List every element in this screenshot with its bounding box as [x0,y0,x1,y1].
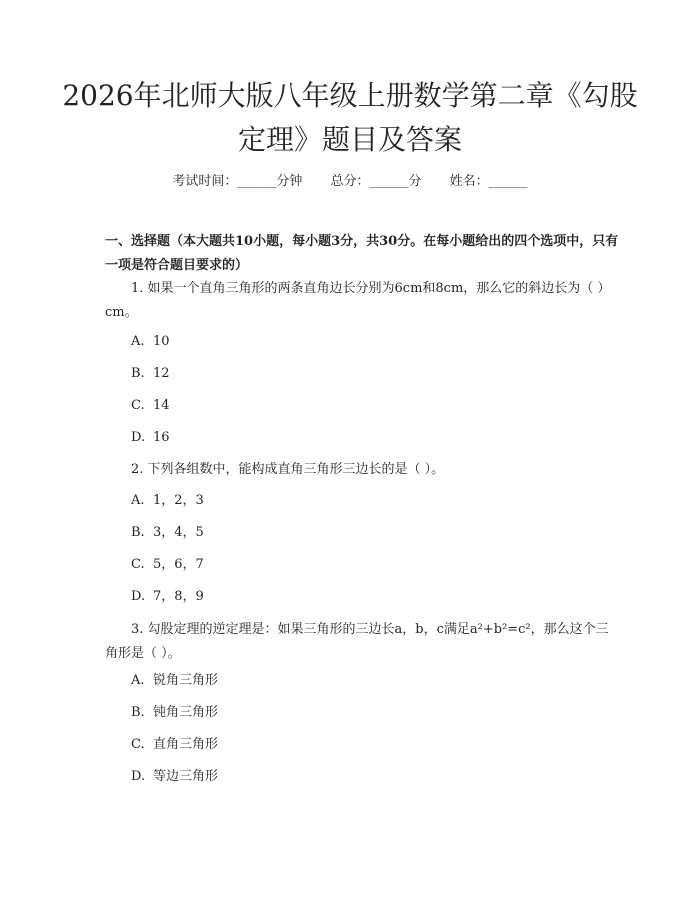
option-label: B. [131,705,145,720]
question-3-option-b [131,703,218,723]
question-2-option-c [131,555,204,575]
option-label: D. [131,589,146,604]
option-text: 5，6，7 [153,557,204,572]
student-name-field: 姓名：______ [449,174,528,189]
option-text: 16 [153,430,170,445]
option-text: 钝角三角形 [153,705,219,720]
option-text: 3，4，5 [153,525,204,540]
question-3-stem: 3. 勾股定理的逆定理是：如果三角形的三边长a，b，c满足a²+b²=c²，那么这个三角形是（ ）。 [105,622,609,661]
question-1-option-d [131,428,170,448]
question-3-option-a [131,671,218,691]
question-3-option-c [131,735,218,755]
document-title: 2026年北师大版八年级上册数学第二章《勾股定理》题目及答案 [62,79,638,156]
question-3-option-d [131,767,218,787]
exam-meta [0,170,700,189]
option-label: C. [131,557,145,572]
question-1-option-a [131,332,170,352]
question-2-option-a [131,491,204,511]
total-score-field: 总分：______分 [330,174,422,189]
option-text: 14 [153,398,170,413]
option-label: B. [131,525,145,540]
option-text: 等边三角形 [153,769,219,784]
question-2-option-b [131,523,204,543]
option-text: 直角三角形 [153,737,219,752]
option-label: A. [131,493,145,508]
exam-time-field: 考试时间：______分钟 [172,174,303,189]
option-text: 锐角三角形 [153,673,219,688]
option-label: D. [131,430,146,445]
option-label: A. [131,673,145,688]
question-2-stem: 2. 下列各组数中，能构成直角三角形三边长的是（ ）。 [131,462,445,477]
option-text: 7，8，9 [153,589,204,604]
option-text: 1，2，3 [153,493,204,508]
question-2-option-d [131,587,204,607]
section-heading: 一、选择题（本大题共10小题，每小题3分，共30分。在每小题给出的四个选项中，只有一项是符合题目要求的） [105,234,619,273]
option-label: C. [131,398,145,413]
option-label: D. [131,769,146,784]
option-label: C. [131,737,145,752]
question-1-stem: 1. 如果一个直角三角形的两条直角边长分别为6cm和8cm，那么它的斜边长为（ ）cm。 [105,281,611,320]
option-text: 12 [153,366,170,381]
option-label: A. [131,334,145,349]
option-text: 10 [153,334,170,349]
question-1-option-c [131,396,170,416]
question-1-option-b [131,364,170,384]
option-label: B. [131,366,145,381]
